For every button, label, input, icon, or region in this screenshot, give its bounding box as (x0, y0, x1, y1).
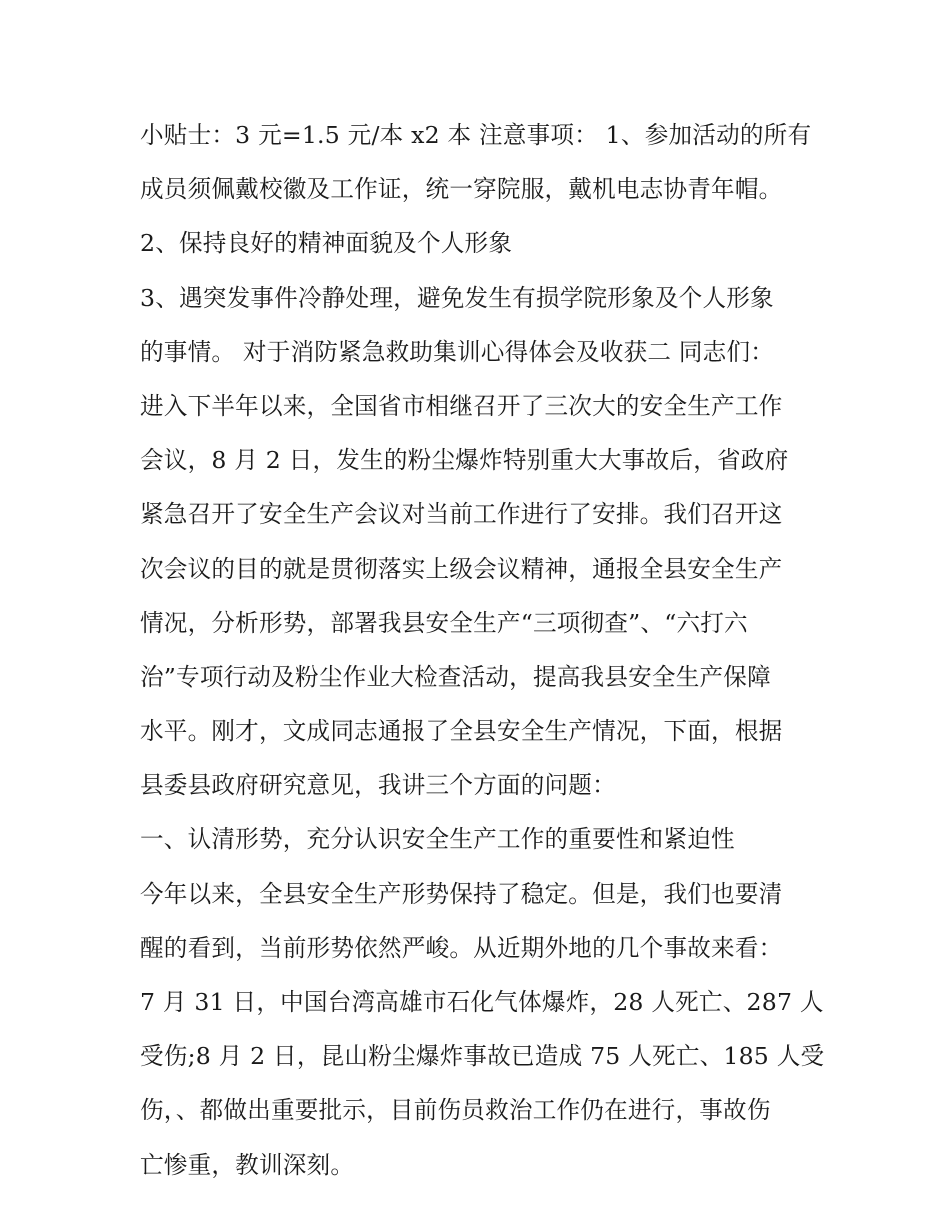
text-line-8: 紧急召开了安全生产会议对当前工作进行了安排。我们召开这 (140, 500, 783, 529)
text-line-17: 7 月 31 日，中国台湾高雄市石化气体爆炸，28 人死亡、287 人 (140, 988, 824, 1016)
text-line-5: 的事情。 对于消防紧急救助集训心得体会及收获二 同志们： (140, 337, 775, 366)
body-text (140, 108, 830, 1192)
text-line-2: 成员须佩戴校徽及工作证，统一穿院服，戴机电志协青年帽。 (140, 175, 783, 204)
text-line-1: 小贴士：3 元=1.5 元/本 x2 本 注意事项： 1、参加活动的所有 (140, 121, 812, 149)
text-line-6: 进入下半年以来，全国省市相继召开了三次大的安全生产工作 (140, 391, 783, 420)
text-line-19: 伤，、都做出重要批示，目前伤员救治工作仍在进行，事故伤 (140, 1096, 771, 1125)
text-line-16: 醒的看到，当前形势依然严峻。从近期外地的几个事故来看： (140, 933, 783, 962)
text-line-9: 次会议的目的就是贯彻落实上级会议精神，通报全县安全生产 (140, 554, 783, 583)
text-line-10: 情况，分析形势，部署我县安全生产“三项彻查”、“六打六 (140, 608, 748, 637)
text-line-3: 2、保持良好的精神面貌及个人形象 (140, 229, 513, 258)
text-line-12: 水平。刚才，文成同志通报了全县安全生产情况，下面，根据 (140, 717, 783, 746)
text-line-11: 治”专项行动及粉尘作业大检查活动，提高我县安全生产保障 (140, 662, 771, 691)
text-line-20: 亡惨重，教训深刻。 (140, 1150, 355, 1179)
text-line-4: 3、遇突发事件冷静处理，避免发生有损学院形象及个人形象 (140, 283, 774, 312)
text-line-13: 县委县政府研究意见，我讲三个方面的问题： (140, 771, 616, 800)
section-heading: 一、认清形势，充分认识安全生产工作的重要性和紧迫性 (140, 825, 735, 854)
text-line-18: 受伤;8 月 2 日，昆山粉尘爆炸事故已造成 75 人死亡、185 人受 (140, 1042, 825, 1071)
text-line-15: 今年以来，全县安全生产形势保持了稳定。但是，我们也要清 (140, 879, 783, 908)
text-line-7: 会议，8 月 2 日，发生的粉尘爆炸特别重大大事故后，省政府 (140, 446, 789, 475)
